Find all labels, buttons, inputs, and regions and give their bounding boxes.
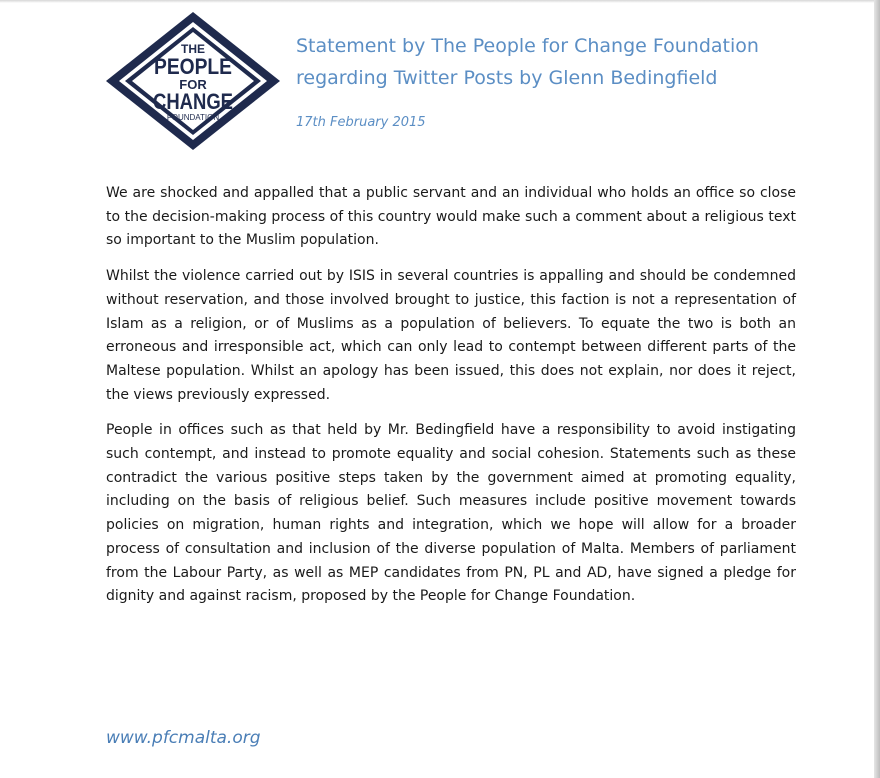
statement-body bbox=[106, 182, 796, 621]
title-line-1: Statement by The People for Change Foundation bbox=[296, 35, 759, 57]
paragraph-1: We are shocked and appalled that a public servant and an individual who holds an office so close to the decision-making process of this country would make such a comment about a religious text so important to the Muslim population. bbox=[106, 185, 796, 249]
statement-date: 17th February 2015 bbox=[296, 115, 426, 130]
logo-text-the: THE bbox=[181, 42, 205, 56]
website-link[interactable]: www.pfcmalta.org bbox=[106, 728, 261, 748]
title-line-2: regarding Twitter Posts by Glenn Bedingfield bbox=[296, 67, 718, 89]
foundation-logo bbox=[104, 10, 282, 152]
paragraph-3: People in offices such as that held by Mr. Bedingfield have a responsibility to avoid instigating such contempt, and instead to promote equality and social cohesion. Statements such as these contradict the various positive steps taken by the government aimed at promoting equality, including on the basis of religious belief. Such measures include positive movement towards policies on migration, human rights and integration, which we hope will allow for a broader process of consultation and inclusion of the diverse population of Malta. Members of parliament from the Labour Party, as well as MEP candidates from PN, PL and AD, have signed a pledge for dignity and against racism, proposed by the People for Change Foundation. bbox=[106, 422, 796, 605]
logo-text-change: CHANGE bbox=[153, 89, 233, 114]
statement-title bbox=[296, 30, 836, 94]
page-edge-top bbox=[0, 0, 880, 3]
page-edge-right bbox=[874, 0, 880, 778]
logo-text-people: PEOPLE bbox=[154, 54, 232, 79]
paragraph-2: Whilst the violence carried out by ISIS in several countries is appalling and should be condemned without reservation, and those involved brought to justice, this faction is not a representation of Islam as a religion, or of Muslims as a population of believers. To equate the two is both an erroneous and irresponsible act, which can only lead to contempt between different parts of the Maltese population. Whilst an apology has been issued, this does not explain, nor does it reject, the views previously expressed. bbox=[106, 268, 796, 403]
logo-text-for: FOR bbox=[179, 77, 207, 92]
logo-graphic bbox=[104, 10, 282, 152]
logo-text-foundation: FOUNDATION bbox=[166, 113, 220, 122]
